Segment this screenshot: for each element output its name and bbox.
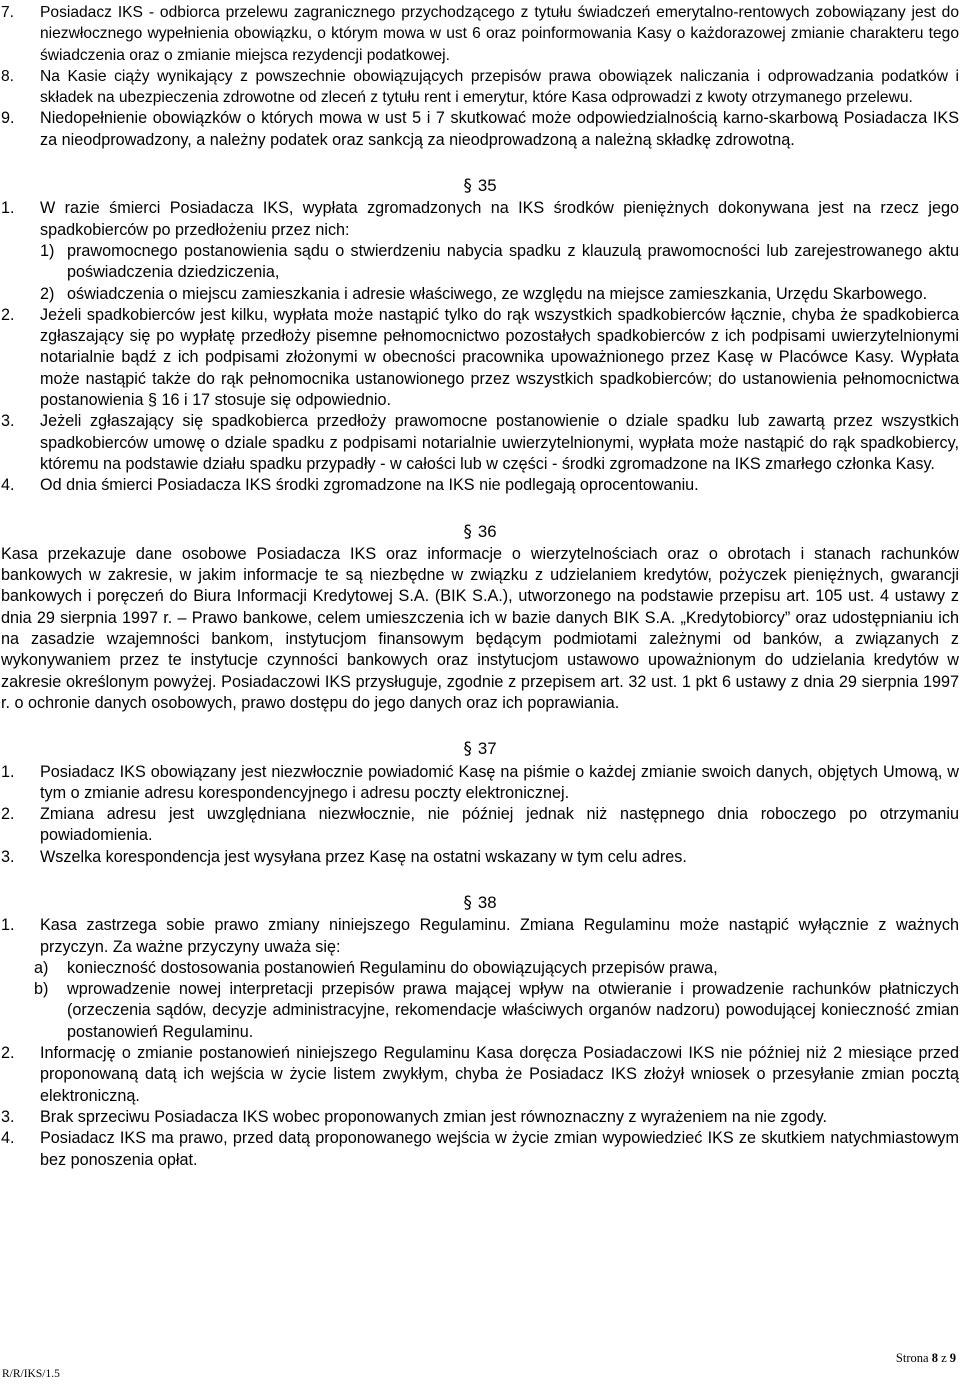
- item-number: 3.: [1, 412, 15, 431]
- s35-item-2: [1, 305, 959, 411]
- item-text: Jeżeli spadkobierców jest kilku, wypłata może nastąpić tylko do rąk wszystkich spadkobierców łącznie, chyba że spadkobierca zgłaszający się po wypłatę przedłoży pisemne pełnomocnictwo pozostałych spadkobierców z ich podpisami uwierzytelnionymi notarialnie bądź z ich podpisami złożonymi w obecności pracownika upoważnionego przez Kasę w Placówce Kasy. Wypłata może nastąpić także do rąk pełnomocnika ustanowionego przez wszystkich spadkobierców; do ustanowienia pełnomocnictwa postanowienia § 16 i 17 stosuje się odpowiednio.: [40, 305, 959, 410]
- section-number: 37: [477, 739, 497, 759]
- item-number: 3.: [1, 847, 15, 866]
- page-separator: z: [941, 1351, 947, 1365]
- document-code: R/R/IKS/1.5: [2, 1368, 60, 1380]
- subitem-text: prawomocnego postanowienia sądu o stwierdzeniu nabycia spadku z klauzulą prawomocności lub zarejestrowanego aktu poświadczenia dziedziczenia,: [67, 241, 959, 282]
- item-number: 1.: [1, 916, 15, 935]
- section-symbol: §: [463, 520, 472, 541]
- document-page: [1, 2, 959, 1171]
- s38-item-2: [1, 1043, 959, 1107]
- subitem-text: wprowadzenie nowej interpretacji przepisów prawa mającej wpływ na otwieranie i prowadzenie rachunków płatniczych (orzeczenia sądów, decyzje administracyjne, rekomendacje właściwych organów nadzoru) powodującej konieczność zmian postanowień Regulaminu.: [67, 980, 959, 1041]
- s35-item-3: [1, 411, 959, 475]
- s38-item-1: [1, 915, 959, 958]
- item-number: 3.: [1, 1107, 15, 1126]
- s38-subitem-a: [1, 958, 959, 979]
- s35-item-1: [1, 198, 959, 241]
- s38-subitem-b: [1, 979, 959, 1043]
- item-text: Posiadacz IKS ma prawo, przed datą proponowanego wejścia w życie zmian wypowiedzieć IKS ze skutkiem natychmiastowym bez ponoszenia opłat.: [40, 1129, 959, 1169]
- section-35-heading: [1, 175, 959, 196]
- item-text: Wszelka korespondencja jest wysyłana przez Kasę na ostatni wskazany w tym celu adres.: [40, 847, 687, 866]
- subitem-number: 2): [40, 284, 55, 303]
- item-text: Od dnia śmierci Posiadacza IKS środki zgromadzone na IKS nie podlegają oprocentowaniu.: [40, 476, 699, 495]
- item-text: W razie śmierci Posiadacza IKS, wypłata zgromadzonych na IKS środków pieniężnych dokonywana jest na rzecz jego spadkobierców po przedłożeniu przez nich:: [40, 199, 959, 239]
- current-page: 8: [931, 1351, 938, 1365]
- item-number: 4.: [1, 1129, 15, 1148]
- section-number: 36: [477, 521, 497, 541]
- item-text: Kasa zastrzega sobie prawo zmiany niniejszego Regulaminu. Zmiana Regulaminu może nastąpić wyłącznie z ważnych przyczyn. Za ważne przyczyny uważa się:: [40, 916, 959, 956]
- s37-item-3: [1, 847, 959, 868]
- subitem-text: oświadczenia o miejscu zamieszkania i adresie właściwego, ze względu na miejsce zamieszkania, Urzędu Skarbowego.: [67, 284, 928, 303]
- s35-item-4: [1, 475, 959, 496]
- item-number: 9.: [1, 109, 15, 128]
- section-symbol: §: [463, 175, 472, 196]
- item-number: 4.: [1, 476, 15, 495]
- item-number: 1.: [1, 199, 15, 218]
- item-number: 8.: [1, 67, 15, 85]
- item-number: 1.: [1, 762, 15, 781]
- section-symbol: §: [463, 738, 472, 759]
- item-text: Brak sprzeciwu Posiadacza IKS wobec proponowanych zmian jest równoznaczny z wyrażeniem na nie zgody.: [40, 1107, 827, 1126]
- item-text: Na Kasie ciąży wynikający z powszechnie obowiązujących przepisów prawa obowiązek naliczania i odprowadzania podatków i składek na ubezpieczenia zdrowotne od zleceń z tytułu rent i emerytur, które Kasa odprowadzi z kwoty otrzymanego przelewu.: [40, 67, 959, 107]
- s36-paragraph: Kasa przekazuje dane osobowe Posiadacza IKS oraz informacje o wierzytelnościach oraz o obrotach i stanach rachunków bankowych w zakresie, w jakim informacje te są niezbędne w związku z udzielaniem kredytów, pożyczek pieniężnych, gwarancji bankowych i poręczeń do Biura Informacji Kredytowej S.A. (BIK S.A.), utworzonego na podstawie przepisu art. 105 ust. 4 ustawy z dnia 29 sierpnia 1997 r. – Prawo bankowe, celem umieszczenia ich w bazie danych BIK S.A. „Kredytobiorcy” oraz udostępnianiu ich na zasadzie wzajemności bankom, instytucjom finansowym będącym podmiotami zależnymi od banków, a związanych z wykonywaniem przez te instytucje czynności bankowych oraz instytucjom ustawowo upoważnionym do udzielania kredytów w zakresie określonym powyżej. Posiadaczowi IKS przysługuje, zgodnie z przepisem art. 32 ust. 1 pkt 6 ustawy z dnia 29 sierpnia 1997 r. o ochronie danych osobowych, prawo dostępu do jego danych oraz ich poprawiania.: [1, 544, 959, 712]
- section-number: 35: [477, 176, 497, 196]
- paragraph-9: [1, 108, 959, 151]
- item-number: 2.: [1, 805, 15, 824]
- paragraph-8: [1, 66, 959, 109]
- s37-item-1: [1, 762, 959, 805]
- s38-item-3: [1, 1107, 959, 1128]
- section-36-heading: [1, 521, 959, 542]
- subitem-letter: a): [34, 958, 49, 977]
- s38-item-4: [1, 1128, 959, 1171]
- s35-subitem-2: [1, 284, 959, 305]
- paragraph-7: [1, 2, 959, 66]
- item-number: 2.: [1, 1044, 15, 1063]
- item-number: 2.: [1, 305, 15, 324]
- section-37-heading: [1, 738, 959, 759]
- item-number: 7.: [1, 4, 15, 21]
- item-text: Zmiana adresu jest uwzględniana niezwłocznie, nie później jednak niż następnego dnia roboczego po otrzymaniu powiadomienia.: [40, 805, 959, 845]
- s35-subitem-1: [1, 241, 959, 284]
- page-counter: [896, 1348, 956, 1369]
- subitem-text: konieczność dostosowania postanowień Regulaminu do obowiązujących przepisów prawa,: [67, 958, 718, 977]
- item-text: Posiadacz IKS obowiązany jest niezwłocznie powiadomić Kasę na piśmie o każdej zmianie swoich danych, objętych Umową, w tym o zmianie adresu korespondencyjnego i adresu poczty elektronicznej.: [40, 762, 959, 802]
- subitem-letter: b): [34, 980, 49, 999]
- section-symbol: §: [463, 891, 472, 912]
- page-label: Strona: [895, 1351, 929, 1365]
- item-text: Jeżeli zgłaszający się spadkobierca przedłoży prawomocne postanowienie o dziale spadku lub zawartą przez wszystkich spadkobierców umowę o dziale spadku z podpisami notarialnie uwierzytelnionymi, wypłata może nastąpić do rąk spadkobiercy, któremu na podstawie działu spadku przypadły - w całości lub w części - środki zgromadzone na IKS zmarłego członka Kasy.: [40, 412, 959, 473]
- total-pages: 9: [949, 1351, 956, 1365]
- item-text: Posiadacz IKS - odbiorca przelewu zagranicznego przychodzącego z tytułu świadczeń emerytalno-rentowych zobowiązany jest do niezwłocznego wypełnienia obowiązku, o którym mowa w ust 6 oraz poinformowania Kasy o każdorazowej zmianie charakteru tego świadczenia oraz o zmianie miejsca rezydencji podatkowej.: [40, 4, 959, 64]
- s37-item-2: [1, 804, 959, 847]
- section-number: 38: [477, 892, 497, 912]
- subitem-number: 1): [40, 241, 55, 260]
- item-text: Niedopełnienie obowiązków o których mowa w ust 5 i 7 skutkować może odpowiedzialnością karno-skarbową Posiadacza IKS za nieodprowadzony, a należny podatek oraz sankcją za nieodprowadzoną a należną składkę zdrowotną.: [40, 109, 959, 149]
- item-text: Informację o zmianie postanowień niniejszego Regulaminu Kasa doręcza Posiadaczowi IKS nie później niż 2 miesiące przed proponowaną datą ich wejścia w życie listem zwykłym, chyba że Posiadacz IKS złożył wniosek o przesyłanie zmian pocztą elektroniczną.: [40, 1044, 959, 1105]
- section-38-heading: [1, 892, 959, 913]
